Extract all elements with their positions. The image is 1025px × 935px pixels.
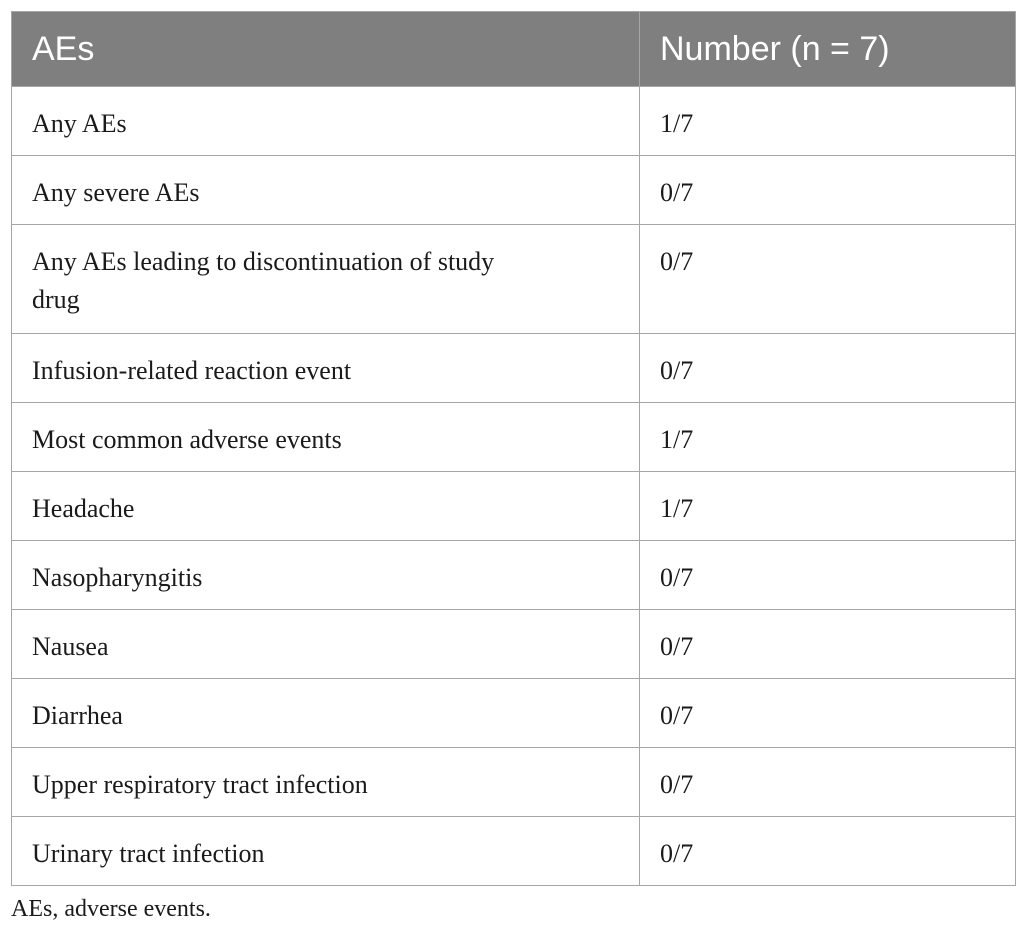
row-label: Nasopharyngitis (12, 541, 640, 610)
column-header-number: Number (n = 7) (640, 12, 1016, 87)
row-label: Diarrhea (12, 679, 640, 748)
row-value: 0/7 (640, 748, 1016, 817)
table-row (12, 748, 1016, 817)
row-label: Urinary tract infection (12, 817, 640, 886)
row-value: 0/7 (640, 541, 1016, 610)
row-value: 1/7 (640, 87, 1016, 156)
row-value: 0/7 (640, 610, 1016, 679)
adverse-events-table (11, 11, 1016, 886)
row-label: Any AEs (12, 87, 640, 156)
row-label: Any AEs leading to discontinuation of study drug (12, 225, 640, 334)
table-footnote: AEs, adverse events. (11, 896, 211, 922)
row-value: 0/7 (640, 817, 1016, 886)
table-row (12, 610, 1016, 679)
row-label: Most common adverse events (12, 403, 640, 472)
row-value: 0/7 (640, 334, 1016, 403)
table-header-row (12, 12, 1016, 87)
table-row (12, 334, 1016, 403)
table-row (12, 87, 1016, 156)
row-label: Any severe AEs (12, 156, 640, 225)
table-row (12, 472, 1016, 541)
adverse-events-table-container (11, 11, 1015, 886)
row-value: 0/7 (640, 679, 1016, 748)
table-row (12, 541, 1016, 610)
row-value: 0/7 (640, 156, 1016, 225)
row-label: Nausea (12, 610, 640, 679)
row-value: 1/7 (640, 403, 1016, 472)
table-row (12, 817, 1016, 886)
row-value: 0/7 (640, 225, 1016, 334)
row-value: 1/7 (640, 472, 1016, 541)
row-label: Infusion-related reaction event (12, 334, 640, 403)
row-label: Upper respiratory tract infection (12, 748, 640, 817)
column-header-aes: AEs (12, 12, 640, 87)
table-row (12, 403, 1016, 472)
table-row (12, 679, 1016, 748)
table-row (12, 225, 1016, 334)
row-label: Headache (12, 472, 640, 541)
table-row (12, 156, 1016, 225)
